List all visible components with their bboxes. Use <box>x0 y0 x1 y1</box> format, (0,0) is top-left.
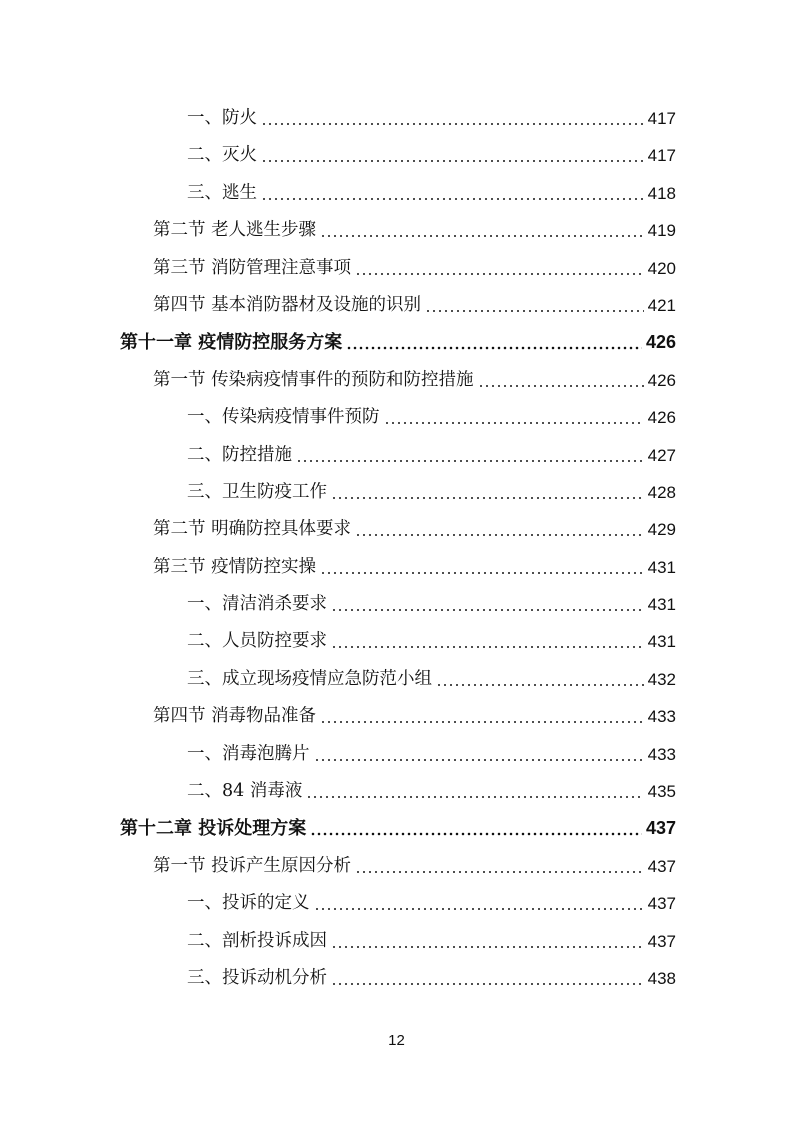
toc-entry-page: 417 <box>647 108 676 128</box>
toc-entry-page: 417 <box>647 146 676 166</box>
toc-section-row[interactable] <box>120 549 676 586</box>
toc-item-row[interactable] <box>120 736 676 773</box>
toc-entry-page: 431 <box>647 557 676 577</box>
toc-entry-page: 426 <box>647 370 676 390</box>
toc-entry-title: 二、剖析投诉成因 <box>187 930 327 951</box>
toc-entry-page: 421 <box>647 295 676 315</box>
toc-entry-title: 一、清洁消杀要求 <box>187 594 327 615</box>
dot-leader <box>310 810 642 847</box>
dot-leader <box>331 623 644 660</box>
toc-entry-page: 431 <box>647 595 676 615</box>
dot-leader <box>331 960 644 997</box>
toc-entry-title: 三、成立现场疫情应急防范小组 <box>187 668 432 689</box>
toc-item-row[interactable] <box>120 437 676 474</box>
toc-entry-title: 第四节 基本消防器材及设施的识别 <box>153 294 422 315</box>
toc-section-row[interactable] <box>120 287 676 324</box>
dot-leader <box>296 437 644 474</box>
toc-entry-title: 一、防火 <box>187 107 257 128</box>
dot-leader <box>355 848 644 885</box>
dot-leader <box>425 287 644 324</box>
toc-entry-title: 第十二章 投诉处理方案 <box>120 818 307 840</box>
page-number: 12 <box>388 1032 405 1049</box>
toc-entry-page: 435 <box>647 782 676 802</box>
toc-entry-title: 第二节 明确防控具体要求 <box>153 519 352 540</box>
dot-leader <box>355 511 644 548</box>
dot-leader <box>306 773 643 810</box>
toc-section-row[interactable] <box>120 848 676 885</box>
toc-entry-title: 第四节 消毒物品准备 <box>153 706 317 727</box>
toc-entry-title: 二、84 消毒液 <box>187 781 303 802</box>
toc-item-row[interactable] <box>120 773 676 810</box>
toc-chapter-row[interactable] <box>120 810 676 847</box>
toc-entry-page: 420 <box>647 258 676 278</box>
toc-entry-title: 第三节 疫情防控实操 <box>153 556 317 577</box>
toc-entry-page: 437 <box>647 931 676 951</box>
table-of-contents <box>120 100 676 997</box>
toc-entry-title: 二、灭火 <box>187 145 257 166</box>
toc-item-row[interactable] <box>120 175 676 212</box>
toc-entry-page: 437 <box>647 856 676 876</box>
toc-item-row[interactable] <box>120 100 676 137</box>
toc-entry-title: 一、投诉的定义 <box>187 893 310 914</box>
toc-entry-page: 418 <box>647 183 676 203</box>
toc-item-row[interactable] <box>120 623 676 660</box>
toc-item-row[interactable] <box>120 885 676 922</box>
toc-entry-title: 三、卫生防疫工作 <box>187 481 327 502</box>
dot-leader <box>261 100 644 137</box>
toc-entry-title: 第一节 传染病疫情事件的预防和防控措施 <box>153 369 474 390</box>
toc-entry-title: 一、传染病疫情事件预防 <box>187 407 380 428</box>
toc-entry-page: 419 <box>647 221 676 241</box>
toc-entry-page: 433 <box>647 707 676 727</box>
toc-entry-page: 428 <box>647 482 676 502</box>
toc-item-row[interactable] <box>120 137 676 174</box>
toc-entry-page: 432 <box>647 669 676 689</box>
toc-entry-page: 429 <box>647 520 676 540</box>
dot-leader <box>261 175 644 212</box>
toc-entry-title: 二、人员防控要求 <box>187 631 327 652</box>
toc-entry-page: 427 <box>647 445 676 465</box>
toc-chapter-row[interactable] <box>120 324 676 361</box>
toc-item-row[interactable] <box>120 586 676 623</box>
dot-leader <box>331 923 644 960</box>
toc-entry-title: 第三节 消防管理注意事项 <box>153 257 352 278</box>
dot-leader <box>384 399 644 436</box>
dot-leader <box>261 137 644 174</box>
dot-leader <box>314 885 644 922</box>
toc-entry-title: 三、逃生 <box>187 182 257 203</box>
toc-entry-page: 433 <box>647 744 676 764</box>
dot-leader <box>320 549 644 586</box>
toc-entry-page: 437 <box>645 818 676 839</box>
toc-entry-page: 426 <box>647 408 676 428</box>
dot-leader <box>331 586 644 623</box>
dot-leader <box>320 698 644 735</box>
toc-item-row[interactable] <box>120 923 676 960</box>
dot-leader <box>355 250 644 287</box>
toc-entry-page: 438 <box>647 968 676 988</box>
toc-item-row[interactable] <box>120 960 676 997</box>
toc-section-row[interactable] <box>120 511 676 548</box>
toc-item-row[interactable] <box>120 399 676 436</box>
toc-item-row[interactable] <box>120 474 676 511</box>
toc-item-row[interactable] <box>120 661 676 698</box>
dot-leader <box>478 362 644 399</box>
toc-section-row[interactable] <box>120 698 676 735</box>
toc-entry-page: 437 <box>647 894 676 914</box>
toc-entry-page: 426 <box>645 332 676 353</box>
toc-entry-title: 第一节 投诉产生原因分析 <box>153 855 352 876</box>
toc-section-row[interactable] <box>120 250 676 287</box>
toc-entry-title: 一、消毒泡腾片 <box>187 743 310 764</box>
toc-entry-title: 三、投诉动机分析 <box>187 967 327 988</box>
toc-entry-title: 第十一章 疫情防控服务方案 <box>120 332 343 354</box>
dot-leader <box>436 661 644 698</box>
toc-section-row[interactable] <box>120 362 676 399</box>
toc-entry-title: 第二节 老人逃生步骤 <box>153 220 317 241</box>
dot-leader <box>331 474 644 511</box>
toc-entry-title: 二、防控措施 <box>187 444 292 465</box>
toc-section-row[interactable] <box>120 212 676 249</box>
toc-entry-page: 431 <box>647 632 676 652</box>
dot-leader <box>320 212 644 249</box>
dot-leader <box>346 324 642 361</box>
dot-leader <box>314 736 644 773</box>
